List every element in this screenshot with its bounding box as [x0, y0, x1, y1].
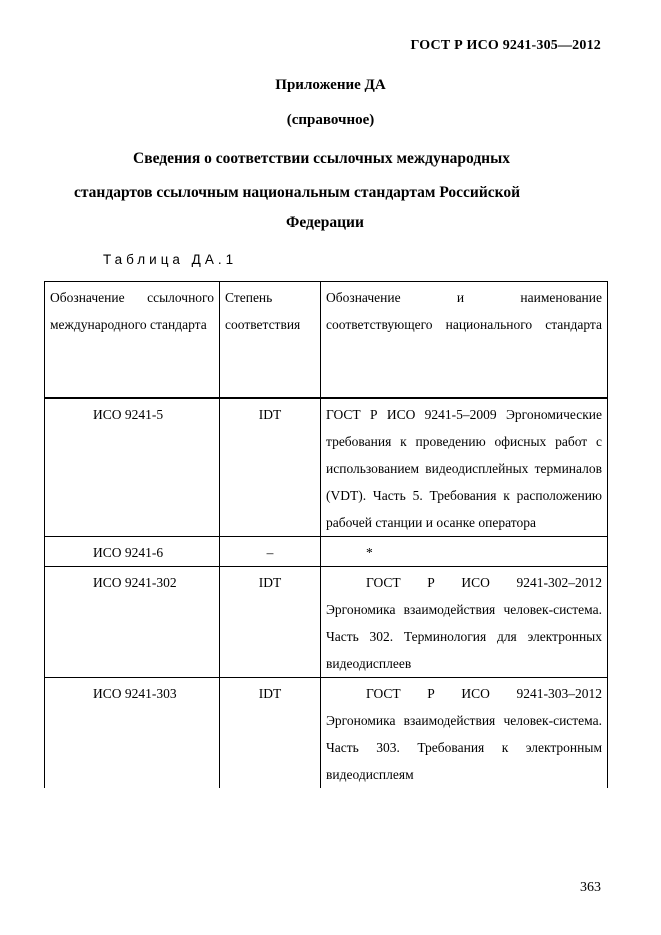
annex-title: Приложение ДА	[275, 77, 386, 93]
row-national: ГОСТ Р ИСО 9241-302–2012 Эргономика взаимодействия человек-система. Часть 302. Терминология для электронных видеодисплеев	[321, 567, 608, 678]
heading-line-2: стандартов ссылочным национальным стандартам Российской	[74, 184, 521, 201]
row-code: ИСО 9241-5	[45, 399, 220, 537]
row-degree: IDT	[220, 678, 321, 789]
annex-subtitle: (справочное)	[286, 112, 375, 128]
row-degree: IDT	[220, 399, 321, 537]
row-degree: –	[220, 537, 321, 567]
table-label: Таблица ДА.1	[103, 252, 238, 267]
row-code: ИСО 9241-303	[45, 678, 220, 789]
page-number: 363	[580, 880, 601, 895]
column-header-degree: Степень соответствия	[220, 282, 321, 398]
correspondence-table	[44, 281, 608, 788]
standard-code: ГОСТ Р ИСО 9241-305—2012	[410, 38, 601, 53]
table-row	[45, 567, 608, 678]
row-national: ГОСТ Р ИСО 9241-5–2009 Эргономические требования к проведению офисных работ с использованием видеодисплейных терминалов (VDT). Часть 5. Требования к расположению рабочей станции и осанке оператора	[321, 399, 608, 537]
table-row	[45, 678, 608, 789]
row-national: ГОСТ Р ИСО 9241-303–2012 Эргономика взаимодействия человек-система. Часть 303. Требования к электронным видеодисплеям	[321, 678, 608, 789]
row-code: ИСО 9241-6	[45, 537, 220, 567]
table-row	[45, 537, 608, 567]
row-code: ИСО 9241-302	[45, 567, 220, 678]
table-header-row	[45, 282, 608, 398]
row-degree: IDT	[220, 567, 321, 678]
heading-line-1: Сведения о соответствии ссылочных международных	[133, 150, 510, 167]
column-header-code: Обозначение ссылочного международного стандарта	[45, 282, 220, 398]
table-row	[45, 399, 608, 537]
row-national: *	[321, 537, 608, 567]
heading-line-3: Федерации	[286, 214, 364, 231]
column-header-national: Обозначение и наименование соответствующего национального стандарта	[321, 282, 608, 398]
